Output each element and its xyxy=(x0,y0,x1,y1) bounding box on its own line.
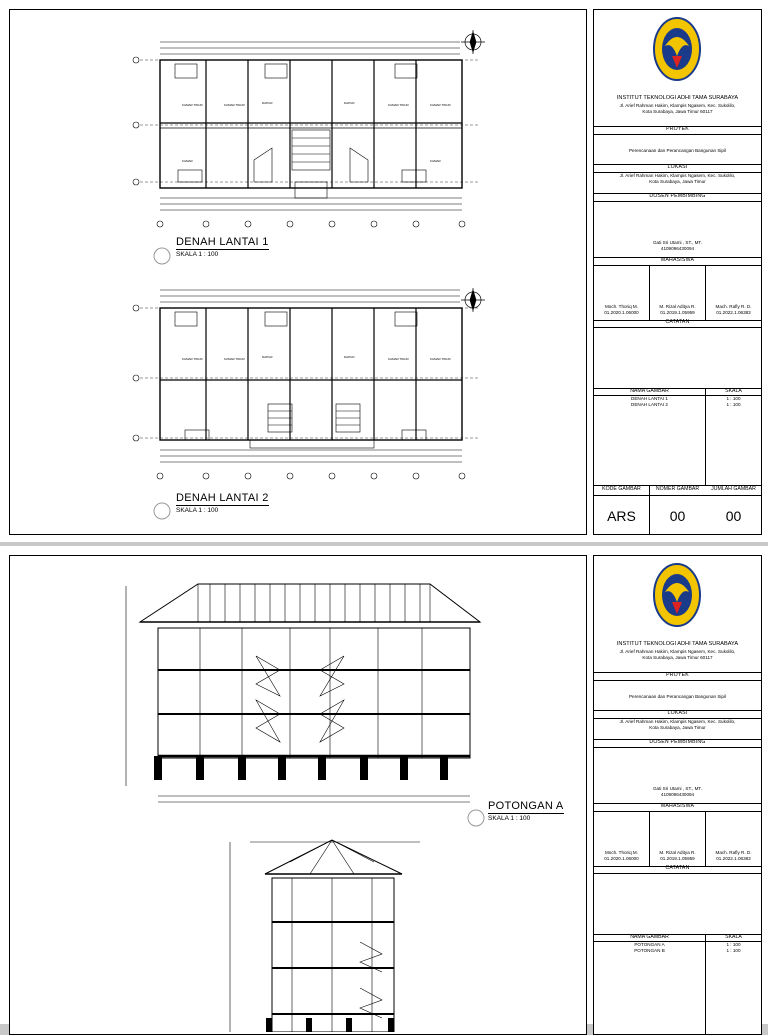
skala-label: SKALA xyxy=(725,388,742,394)
dosen-name: Gati Sri Utami , ST., MT. xyxy=(652,786,702,791)
svg-text:KAMAR TIDUR: KAMAR TIDUR xyxy=(430,357,451,361)
student-name: M. Rizal Aditya R. xyxy=(659,304,696,309)
lokasi-line-2: Kota Surabaya, Jawa Timur xyxy=(649,179,706,184)
student-3 xyxy=(706,850,761,861)
kode-value: ARS xyxy=(607,508,636,524)
lokasi-line-2: Kota Surabaya, Jawa Timur xyxy=(649,725,706,730)
proyek-label: PROYEK xyxy=(666,126,689,132)
student-1 xyxy=(594,304,649,315)
floor-plan-1 xyxy=(10,10,586,270)
drawing-title: POTONGAN A xyxy=(488,800,564,812)
svg-text:DAPUR: DAPUR xyxy=(344,355,355,359)
student-name: Moch. Thoriq M. xyxy=(604,304,639,309)
institution-address-2: Kota Surabaya, Jawa Timur 60117 xyxy=(642,109,713,114)
nama-gambar-label: NAMA GAMBAR xyxy=(630,388,669,394)
dosen-name: Gati Sri Utami , ST., MT. xyxy=(652,240,702,245)
drawing-area xyxy=(9,9,587,535)
drawing-name-1: POTONGAN A xyxy=(634,942,665,947)
label-marker-3 xyxy=(466,808,490,832)
drawing-name-1: DENAH LANTAI 1 xyxy=(631,396,668,401)
svg-text:KAMAR: KAMAR xyxy=(182,159,193,163)
svg-text:KAMAR TIDUR: KAMAR TIDUR xyxy=(182,103,203,107)
institution-address-1: Jl. Arief Rahman Hakim, Klampis Ngasem, Kec. Sukolilo, xyxy=(619,103,736,108)
student-name: M. Rizal Aditya R. xyxy=(659,850,696,855)
jumlah-value: 00 xyxy=(725,508,742,524)
drawing-name-2: DENAH LANTAI 2 xyxy=(631,402,668,407)
nomer-value: 00 xyxy=(669,508,686,524)
student-1 xyxy=(594,850,649,861)
institution-logo-icon xyxy=(652,16,702,82)
drawing-title: DENAH LANTAI 2 xyxy=(176,492,269,504)
lokasi-line-1: Jl. Arief Rahman Hakim, Klampis Ngasem, Kec. Sukolilo, xyxy=(619,173,736,178)
mahasiswa-label: MAHASISWA xyxy=(660,803,695,809)
student-id: 01.2020.1.06000 xyxy=(604,855,639,861)
section-b-drawing xyxy=(10,832,586,1032)
nama-gambar-label: NAMA GAMBAR xyxy=(630,934,669,940)
title-block xyxy=(593,9,762,535)
institution-address-2: Kota Surabaya, Jawa Timur 60117 xyxy=(642,655,713,660)
student-id: 01.2022.1.06383 xyxy=(716,309,751,315)
catatan-label: CATATAN xyxy=(665,865,690,871)
catatan-label: CATATAN xyxy=(665,319,690,325)
kode-label: KODE GAMBAR xyxy=(602,486,641,492)
student-id: 01.2020.1.06000 xyxy=(604,309,639,315)
drawing-scale-1: 1 : 100 xyxy=(726,396,741,401)
student-id: 01.2019.1.05959 xyxy=(660,855,695,861)
dosen-label: DOSEN PEMBIMBING xyxy=(649,193,706,199)
student-2 xyxy=(650,304,705,315)
lokasi-label: LOKASI xyxy=(667,164,688,170)
section-a-drawing xyxy=(10,556,586,816)
proyek-value: Perencanaan dan Perancangan Bangunan Sipil xyxy=(628,694,727,699)
student-name: Mach. Rafly R. D. xyxy=(715,304,752,309)
student-name: Mach. Rafly R. D. xyxy=(715,850,752,855)
institution-logo-icon xyxy=(652,562,702,628)
student-3 xyxy=(706,304,761,315)
svg-text:DAPUR: DAPUR xyxy=(262,355,273,359)
drawing-label-lantai-2 xyxy=(176,492,269,514)
institution-name: INSTITUT TEKNOLOGI ADHI TAMA SURABAYA xyxy=(616,95,739,101)
label-marker-1 xyxy=(152,246,176,270)
institution-address-1: Jl. Arief Rahman Hakim, Klampis Ngasem, Kec. Sukolilo, xyxy=(619,649,736,654)
floor-plan-2 xyxy=(10,280,586,500)
nomer-label: NOMER GAMBAR xyxy=(655,486,700,492)
drawing-name-2: POTONGAN B xyxy=(634,948,665,953)
drawing-scale-1: 1 : 100 xyxy=(726,942,741,947)
student-name: Moch. Thoriq M. xyxy=(604,850,639,855)
drawing-scale: SKALA 1 : 100 xyxy=(488,813,564,822)
student-id: 01.2022.1.06383 xyxy=(716,855,751,861)
svg-text:DAPUR: DAPUR xyxy=(262,101,273,105)
drawing-scale: SKALA 1 : 100 xyxy=(176,249,269,258)
svg-text:KAMAR TIDUR: KAMAR TIDUR xyxy=(182,357,203,361)
drawing-scale-2: 1 : 100 xyxy=(726,948,741,953)
lokasi-label: LOKASI xyxy=(667,710,688,716)
student-2 xyxy=(650,850,705,861)
label-marker-2 xyxy=(152,501,176,525)
lokasi-line-1: Jl. Arief Rahman Hakim, Klampis Ngasem, Kec. Sukolilo, xyxy=(619,719,736,724)
proyek-value: Perencanaan dan Perancangan Bangunan Sipil xyxy=(628,148,727,153)
institution-name: INSTITUT TEKNOLOGI ADHI TAMA SURABAYA xyxy=(616,641,739,647)
jumlah-label: JUMLAH GAMBAR xyxy=(711,486,756,492)
svg-text:KAMAR TIDUR: KAMAR TIDUR xyxy=(430,103,451,107)
drawing-sheet-2 xyxy=(0,546,768,1024)
title-block xyxy=(593,555,762,1035)
skala-label: SKALA xyxy=(725,934,742,940)
proyek-label: PROYEK xyxy=(666,672,689,678)
dosen-label: DOSEN PEMBIMBING xyxy=(649,739,706,745)
svg-text:KAMAR: KAMAR xyxy=(430,159,441,163)
drawing-scale: SKALA 1 : 100 xyxy=(176,505,269,514)
svg-text:KAMAR TIDUR: KAMAR TIDUR xyxy=(388,103,409,107)
drawing-label-potongan-a xyxy=(488,800,564,822)
mahasiswa-label: MAHASISWA xyxy=(660,257,695,263)
dosen-id: 4109096430094 xyxy=(660,246,695,251)
svg-text:KAMAR TIDUR: KAMAR TIDUR xyxy=(224,103,245,107)
dosen-id: 4109096430094 xyxy=(660,792,695,797)
drawing-scale-2: 1 : 100 xyxy=(726,402,741,407)
drawing-area xyxy=(9,555,587,1035)
drawing-label-lantai-1 xyxy=(176,236,269,258)
svg-text:KAMAR TIDUR: KAMAR TIDUR xyxy=(224,357,245,361)
svg-text:KAMAR TIDUR: KAMAR TIDUR xyxy=(388,357,409,361)
svg-text:DAPUR: DAPUR xyxy=(344,101,355,105)
drawing-title: DENAH LANTAI 1 xyxy=(176,236,269,248)
student-id: 01.2019.1.05959 xyxy=(660,309,695,315)
